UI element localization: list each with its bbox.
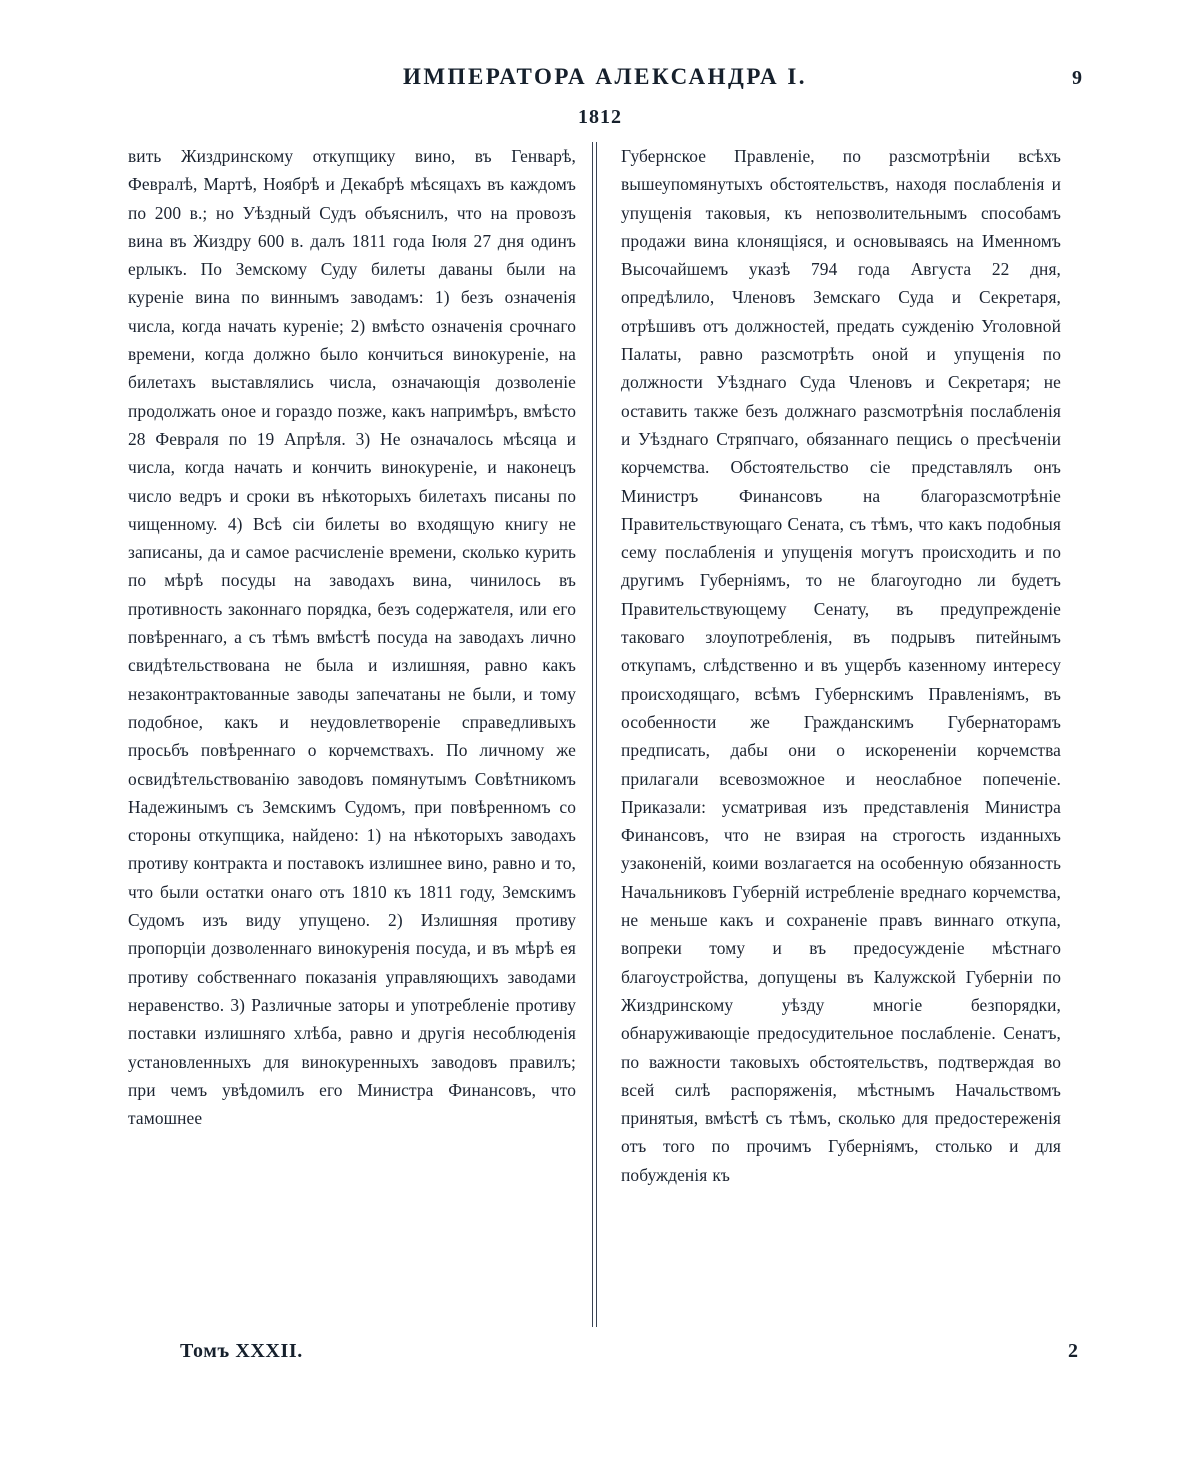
right-column-text: Губернское Правленіе, по разсмотрѣніи всѣхъ вышеупомянутыхъ обстоятельствъ, находя послабленія и упущенія таковыя, къ непозволительнымъ способамъ продажи вина клонящіяся, и основываясь на Именномъ Высочайшемъ указѣ 794 года Августа 22 дня, опредѣлило, Членовъ Земскаго Суда и Секретаря, отрѣшивъ отъ должностей, предать сужденію Уголовной Палаты, равно разсмотрѣть оной и упущенія по должности Уѣзднаго Суда Членовъ и Секретаря; не оставить также безъ должнаго разсмотрѣнія послабленія и Уѣзднаго Стряпчаго, обязаннаго пещись о пресѣченіи корчемства. Обстоятельство сіе представлялъ онъ Министръ Финансовъ на благоразсмотрѣніе Правительствующаго Сената, съ тѣмъ, что какъ подобныя сему послабленія и упущенія могутъ происходить и по другимъ Губерніямъ, то не благоугодно ли будетъ Правительствующему Сенату, въ предупрежденіе таковаго злоупотребленія, въ подрывъ питейнымъ откупамъ, слѣдственно и въ ущербъ казенному интересу происходящаго, всѣмъ Губернскимъ Правленіямъ, въ особенности же Гражданскимъ Губернаторамъ предписать, дабы они о искорененіи корчемства прилагали всевозможное и неослабное попеченіе. Приказали: усматривая изъ представленія Министра Финансовъ, что не взирая на строгость изданныхъ узаконеній, коими возлагается на особенную обязанность Начальниковъ Губерній истребленіе вреднаго корчемства, не меньше какъ и сохраненіе правъ виннаго откупа, вопреки тому и въ предосужденіе мѣстнаго благоустройства, допущены въ Калужской Губерніи по Жиздринскому уѣзду многіе безпорядки, обнаруживающіе предосудительное послабленіе. Сенатъ, по важности таковыхъ обстоятельствъ, подтверждая во всей силѣ распоряженія, мѣстнымъ Начальствомъ принятыя, вмѣстѣ съ тѣмъ, сколько для предостереженія отъ того по прочимъ Губерніямъ, столько и для побужденія къ bbox=[621, 146, 1061, 1185]
page-footer bbox=[128, 1340, 1078, 1370]
right-column bbox=[599, 142, 1061, 1332]
year-heading: 1812 bbox=[578, 106, 622, 128]
left-column bbox=[128, 142, 590, 1332]
page-header bbox=[130, 64, 1080, 98]
volume-label: Томъ XXXII. bbox=[180, 1340, 303, 1362]
left-column-text: вить Жиздринскому откупщику вино, въ Генварѣ, Февралѣ, Мартѣ, Ноябрѣ и Декабрѣ мѣсяцахъ въ каждомъ по 200 в.; но Уѣздный Судъ объяснилъ, что на провозъ вина въ Жиздру 600 в. далъ 1811 года Іюля 27 дня одинъ ерлыкъ. По Земскому Суду билеты даваны были на куреніе вина по виннымъ заводамъ: 1) безъ означенія числа, когда начать куреніе; 2) вмѣсто означенія срочнаго времени, когда должно было кончиться винокуреніе, на билетахъ выставлялись числа, означающія дозволеніе продолжать оное и гораздо позже, какъ напримѣръ, вмѣсто 28 Февраля по 19 Апрѣля. 3) Не означалось мѣсяца и числа, когда начать и кончить винокуреніе, и наконецъ число ведръ и сроки въ нѣкоторыхъ билетахъ писаны по чищенному. 4) Всѣ сіи билеты во входящую книгу не записаны, да и самое расчисленіе времени, сколько курить по мѣрѣ посуды на заводахъ вина, чинилось въ противность законнаго порядка, безъ содержателя, или его повѣреннаго, а съ тѣмъ вмѣстѣ посуда на заводахъ лично свидѣтельствована не была и излишняя, равно какъ незаконтрактованные заводы запечатаны не были, и тому подобное, какъ и неудовлетвореніе справедливыхъ просьбъ повѣреннаго о корчемствахъ. По личному же освидѣтельствованію заводовъ помянутымъ Совѣтникомъ Надежинымъ съ Земскимъ Судомъ, при повѣренномъ со стороны откупщика, найдено: 1) на нѣкоторыхъ заводахъ противу контракта и поставокъ излишнее вино, равно и то, что были остатки онаго отъ 1810 къ 1811 году, Земскимъ Судомъ изъ виду упущено. 2) Излишняя противу пропорціи дозволеннаго винокуренія посуда, и въ мѣрѣ ея противу собственнаго показанія управляющихъ заводами неравенство. 3) Различные заторы и употребленіе противу поставки излишняго хлѣба, равно и другія несоблюденія установленныхъ для винокуренныхъ заводовъ правилъ; при чемъ увѣдомилъ его Министра Финансовъ, что тамошнее bbox=[128, 146, 576, 1129]
page-number: 9 bbox=[1072, 67, 1082, 89]
signature-mark: 2 bbox=[1068, 1340, 1078, 1362]
column-divider-rule bbox=[592, 142, 597, 1327]
running-title: ИМПЕРАТОРА АЛЕКСАНДРА I. bbox=[402, 64, 808, 89]
two-column-body bbox=[128, 142, 1078, 1332]
